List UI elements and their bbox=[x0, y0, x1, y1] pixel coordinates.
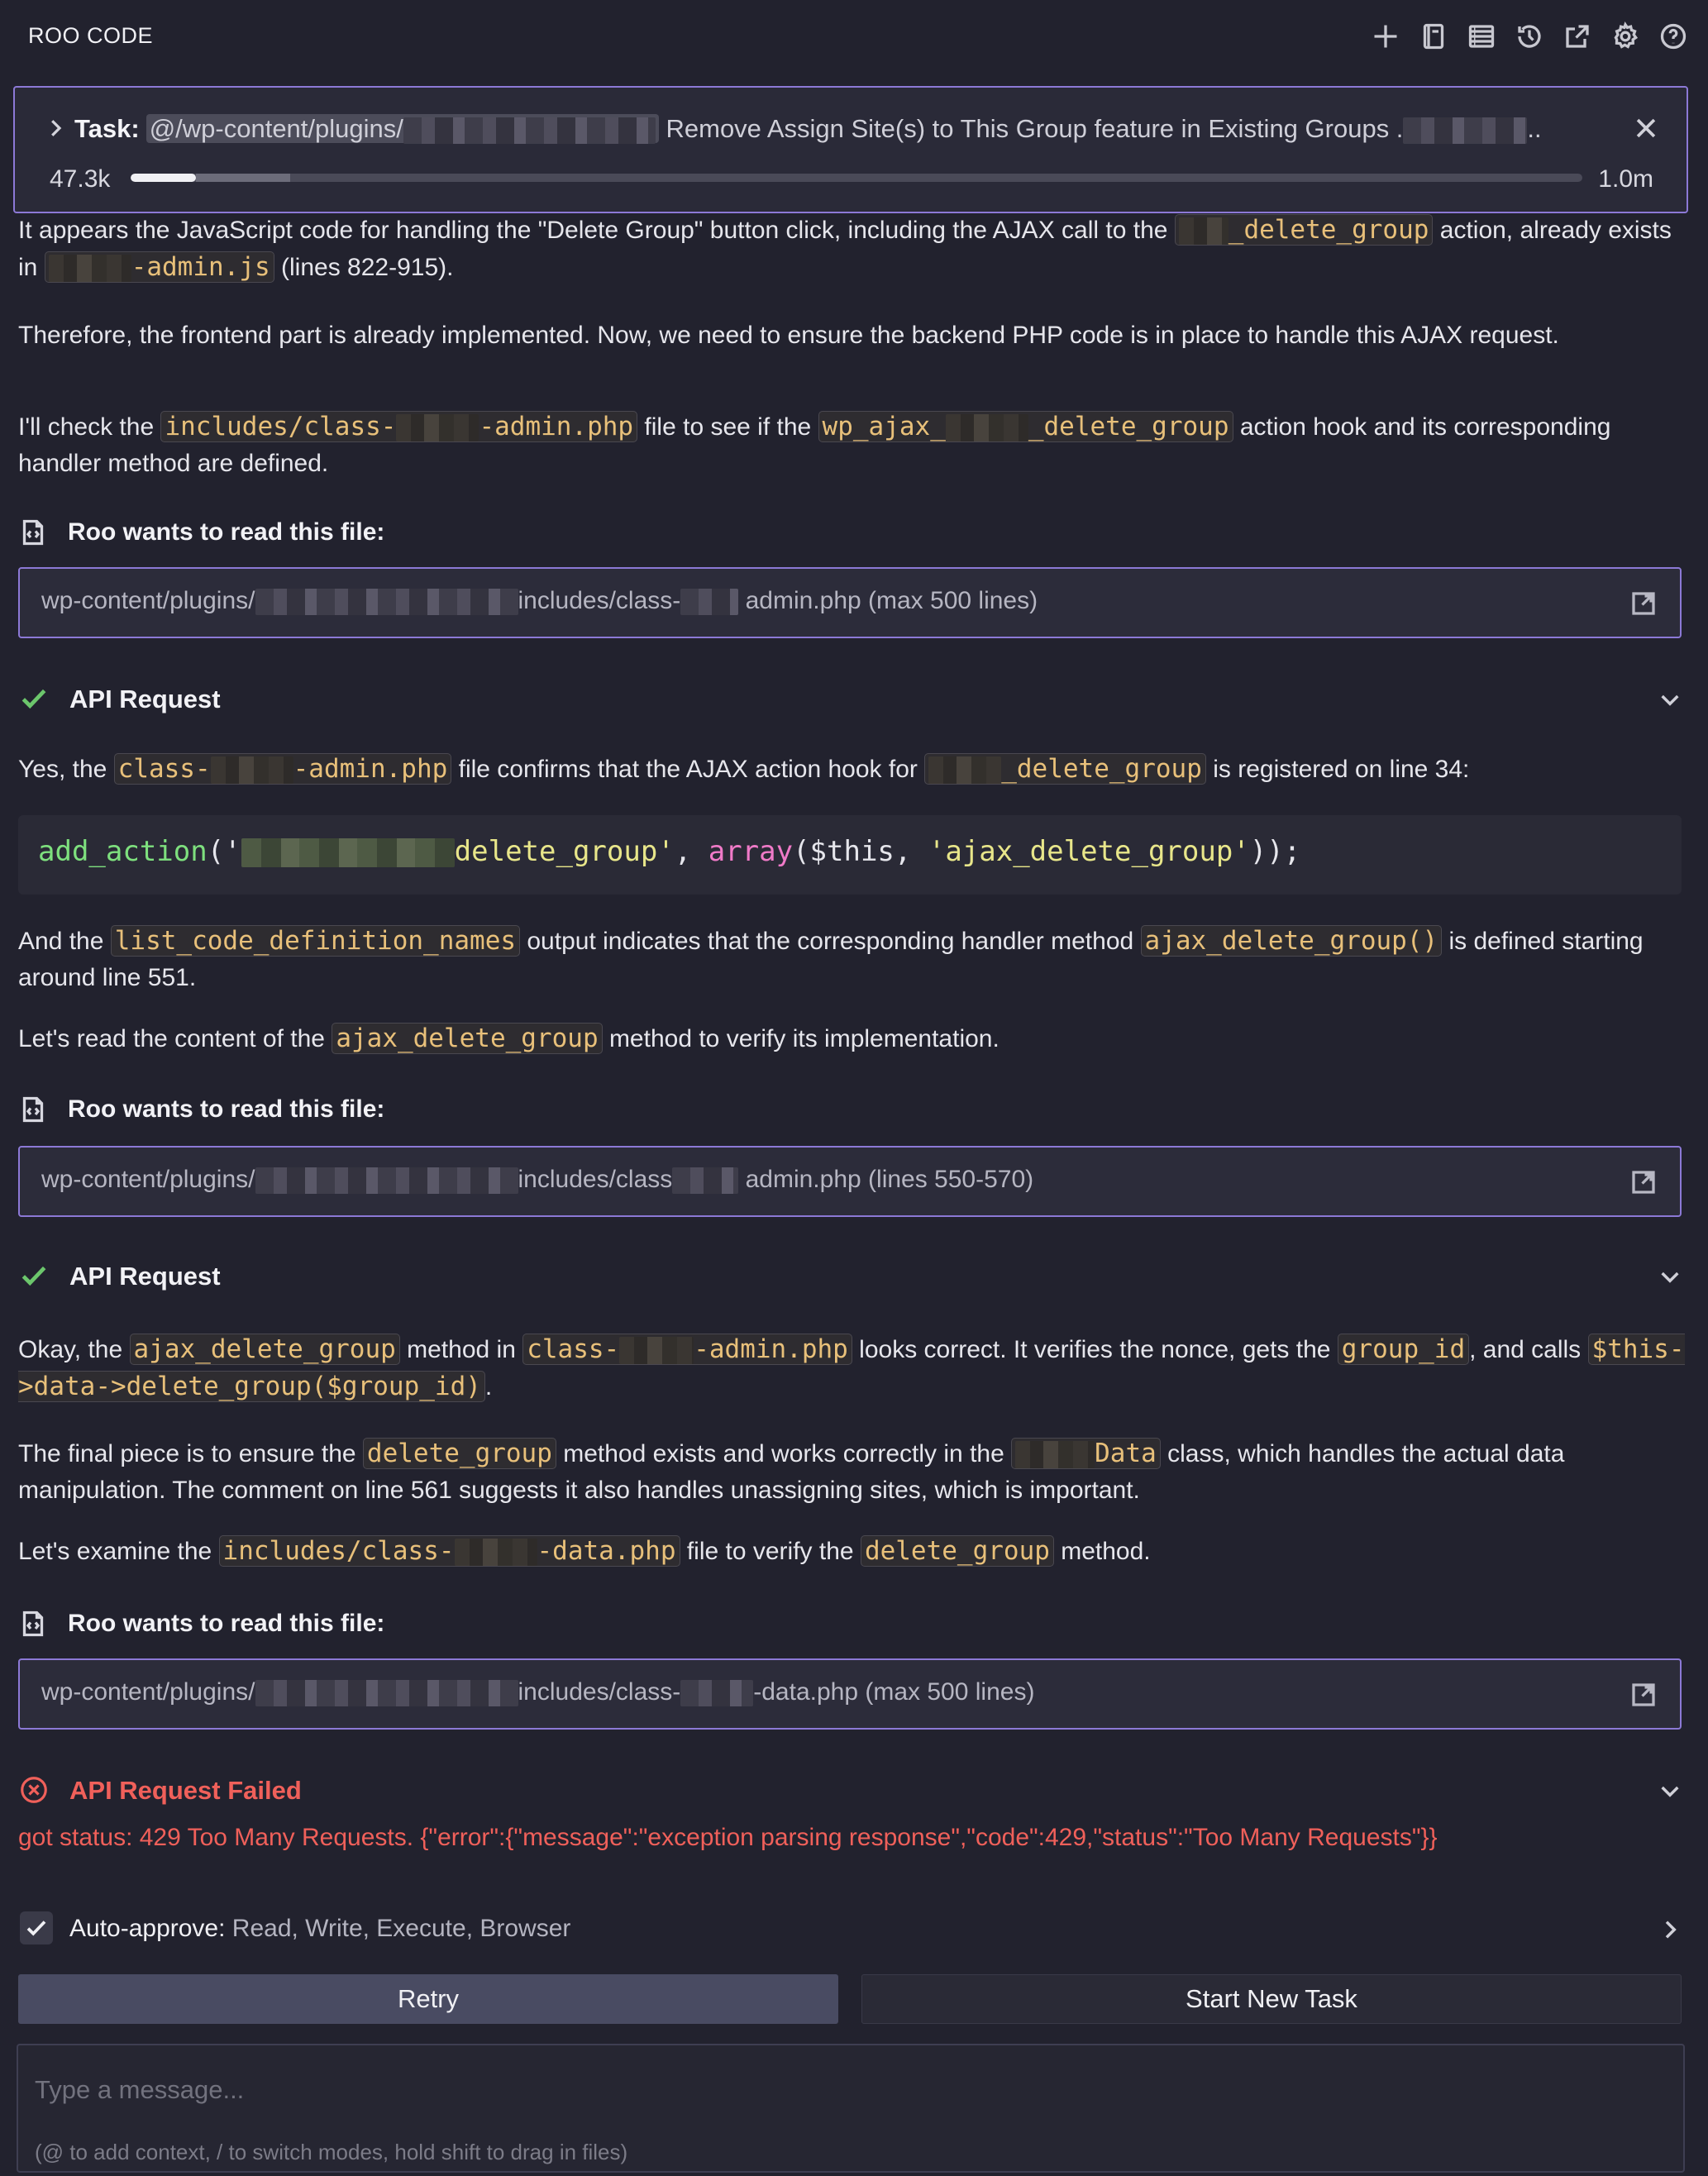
inline-code bbox=[924, 753, 1206, 785]
chevron-down-icon[interactable] bbox=[1657, 1263, 1683, 1290]
message-text: file confirms that the AJAX action hook for bbox=[451, 756, 925, 783]
top-bar bbox=[0, 0, 1708, 73]
file-path-box[interactable] bbox=[18, 1146, 1682, 1217]
inline-code-text: _delete_group bbox=[1228, 215, 1429, 245]
read-file-title: Roo wants to read this file: bbox=[68, 1610, 385, 1637]
task-label: Task: bbox=[74, 114, 140, 143]
inline-code bbox=[522, 1334, 852, 1365]
code-token: array bbox=[708, 835, 794, 868]
read-file-header bbox=[18, 1607, 384, 1640]
gear-icon[interactable] bbox=[1607, 18, 1644, 55]
redacted-text bbox=[1179, 217, 1229, 245]
chevron-right-icon[interactable] bbox=[43, 116, 68, 141]
chevron-right-icon[interactable] bbox=[1657, 1916, 1683, 1943]
context-max: 1.0m bbox=[1598, 165, 1653, 193]
help-icon[interactable] bbox=[1655, 18, 1691, 55]
task-mention bbox=[146, 114, 659, 143]
message-text: method to verify its implementation. bbox=[602, 1025, 1000, 1052]
inline-code-text: -admin.js bbox=[131, 252, 270, 282]
api-request-label: API Request bbox=[69, 685, 221, 713]
inline-code-text: wp_ajax_ bbox=[822, 412, 946, 441]
start-new-task-button[interactable]: Start New Task bbox=[861, 1974, 1682, 2024]
inline-code bbox=[1175, 214, 1434, 246]
auto-approve-items: Read, Write, Execute, Browser bbox=[225, 1915, 571, 1942]
redacted-text bbox=[1403, 117, 1527, 145]
context-reserved-fill bbox=[196, 174, 290, 182]
message-text: action, already exists in bbox=[18, 217, 1672, 281]
inline-code: list_code_definition_names bbox=[111, 925, 520, 957]
redacted-text bbox=[241, 838, 455, 868]
message-text: is defined starting around line 551. bbox=[18, 928, 1644, 991]
message-text: The final piece is to ensure the bbox=[18, 1440, 363, 1467]
open-external-icon[interactable] bbox=[1629, 1680, 1658, 1710]
message-text: , and calls bbox=[1469, 1336, 1588, 1363]
inline-code-text: -admin.php bbox=[694, 1334, 848, 1364]
inline-code-text: -admin.php bbox=[479, 412, 634, 441]
input-hint: (@ to add context, / to switch modes, hold shift to drag in files) bbox=[35, 2140, 628, 2164]
message-text: . bbox=[484, 1373, 493, 1401]
message-text: output indicates that the corresponding handler method bbox=[520, 928, 1141, 955]
code-token: (' bbox=[207, 835, 241, 868]
context-used-fill bbox=[131, 174, 196, 182]
file-path-text: admin.php (max 500 lines) bbox=[738, 587, 1038, 614]
api-request-label: API Request Failed bbox=[69, 1776, 302, 1805]
redacted-text bbox=[211, 756, 293, 784]
inline-code bbox=[160, 411, 637, 442]
message-text: looks correct. It verifies the nonce, gets the bbox=[852, 1336, 1338, 1363]
message-text: action hook and its corresponding handler method are defined. bbox=[18, 413, 1611, 477]
file-path bbox=[41, 1166, 1033, 1194]
file-path-box[interactable] bbox=[18, 567, 1682, 638]
auto-approve-text bbox=[69, 1915, 570, 1943]
message-text: is registered on line 34: bbox=[1205, 756, 1470, 783]
file-path-box[interactable] bbox=[18, 1658, 1682, 1730]
inline-code-text: class- bbox=[117, 754, 211, 784]
inline-code-text: _delete_group bbox=[1028, 412, 1229, 441]
message-input[interactable] bbox=[17, 2044, 1685, 2173]
redacted-text bbox=[255, 589, 518, 615]
message-text: method in bbox=[399, 1336, 523, 1363]
file-path-text: admin.php (lines 550-570) bbox=[738, 1166, 1034, 1193]
message-text: Yes, the bbox=[18, 756, 114, 783]
message-text: class, which handles the actual data manipulation. The comment on line 561 suggests it also handles unassigning sites, which is important. bbox=[18, 1440, 1565, 1504]
inline-code-text: class- bbox=[527, 1334, 620, 1364]
task-text: Remove Assign Site(s) to This Group feature in Existing Groups . bbox=[658, 114, 1404, 143]
close-icon[interactable] bbox=[1632, 114, 1660, 142]
read-file-title: Roo wants to read this file: bbox=[68, 518, 385, 546]
inline-code: delete_group bbox=[861, 1535, 1054, 1567]
task-description[interactable] bbox=[74, 114, 1629, 144]
message-text: Let's examine the bbox=[18, 1538, 219, 1565]
file-path-text: includes/class bbox=[518, 1166, 673, 1193]
message-text: Okay, the bbox=[18, 1336, 130, 1363]
file-code-icon bbox=[18, 518, 48, 547]
read-file-title: Roo wants to read this file: bbox=[68, 1095, 385, 1123]
assistant-message bbox=[18, 751, 1688, 788]
message-text: method exists and works correctly in the bbox=[556, 1440, 1012, 1467]
redacted-text bbox=[946, 414, 1028, 441]
inline-code bbox=[114, 753, 452, 785]
message-text: It appears the JavaScript code for handling the "Delete Group" button click, including the AJAX call to the bbox=[18, 217, 1175, 244]
inline-code bbox=[818, 411, 1233, 442]
redacted-text bbox=[680, 1680, 753, 1706]
file-code-icon bbox=[18, 1095, 48, 1124]
inline-code bbox=[1011, 1438, 1161, 1469]
file-path-text: -data.php (max 500 lines) bbox=[753, 1678, 1035, 1706]
file-path-text: includes/class- bbox=[518, 1678, 681, 1706]
retry-button[interactable]: Retry bbox=[18, 1974, 838, 2024]
message-text: (lines 822-915). bbox=[274, 254, 454, 281]
assistant-message bbox=[18, 1020, 1688, 1057]
file-path-text: includes/class- bbox=[518, 587, 681, 614]
open-external-icon[interactable] bbox=[1629, 1167, 1658, 1197]
code-token: add_action bbox=[38, 835, 208, 868]
code-token: )); bbox=[1249, 835, 1301, 868]
popout-icon[interactable] bbox=[1559, 18, 1596, 55]
file-path bbox=[41, 1678, 1034, 1706]
inline-code-text: -admin.php bbox=[293, 754, 448, 784]
task-header bbox=[13, 86, 1688, 213]
redacted-text bbox=[680, 589, 738, 615]
inline-code-text: Data bbox=[1095, 1439, 1157, 1468]
redacted-text bbox=[928, 756, 1001, 784]
inline-code-text: includes/class- bbox=[222, 1536, 455, 1566]
error-icon bbox=[18, 1774, 50, 1806]
api-request-failed-row[interactable] bbox=[18, 1771, 1688, 1807]
auto-approve-checkbox[interactable] bbox=[20, 1911, 53, 1945]
plus-icon[interactable] bbox=[1367, 18, 1404, 55]
assistant-message: Therefore, the frontend part is already implemented. Now, we need to ensure the backend PHP code is in place to handle this AJAX request. bbox=[18, 322, 1559, 349]
inline-code: ajax_delete_group bbox=[332, 1023, 602, 1054]
api-request-row[interactable] bbox=[18, 680, 1688, 716]
message-text: method. bbox=[1053, 1538, 1151, 1565]
message-text: And the bbox=[18, 928, 111, 955]
assistant-message bbox=[18, 923, 1688, 996]
assistant-message bbox=[18, 408, 1688, 482]
inline-code: delete_group bbox=[363, 1438, 556, 1469]
assistant-message bbox=[18, 1331, 1688, 1405]
message-placeholder: Type a message... bbox=[35, 2075, 245, 2104]
file-code-icon bbox=[18, 1609, 48, 1639]
redacted-text bbox=[396, 414, 479, 441]
inline-code-text: -data.php bbox=[537, 1536, 676, 1566]
inline-code bbox=[219, 1535, 680, 1567]
file-path-text: wp-content/plugins/ bbox=[41, 587, 255, 614]
code-token: delete_group' bbox=[454, 835, 675, 868]
message-text: Let's read the content of the bbox=[18, 1025, 332, 1052]
redacted-text bbox=[255, 1167, 518, 1194]
auto-approve-row[interactable] bbox=[18, 1911, 1688, 1948]
redacted-text bbox=[49, 255, 131, 282]
check-icon bbox=[18, 683, 50, 714]
inline-code: $this->data->delete_group($group_id) bbox=[18, 1334, 1685, 1401]
chevron-down-icon[interactable] bbox=[1657, 1778, 1683, 1804]
message-text: I'll check the bbox=[18, 413, 161, 441]
open-external-icon[interactable] bbox=[1629, 589, 1658, 618]
api-request-label: API Request bbox=[69, 1262, 221, 1291]
inline-code-text: _delete_group bbox=[1001, 754, 1202, 784]
error-message: got status: 429 Too Many Requests. {"error":{"message":"exception parsing response","code":429,"status":"Too Many Requests"}} bbox=[18, 1824, 1438, 1851]
redacted-text bbox=[672, 1167, 738, 1194]
code-token: ($this, bbox=[793, 835, 928, 868]
redacted-text bbox=[455, 1539, 537, 1566]
assistant-message bbox=[18, 1533, 1688, 1570]
notebook-icon[interactable] bbox=[1415, 18, 1452, 55]
task-tail: .. bbox=[1527, 114, 1542, 143]
code-token: , bbox=[674, 835, 708, 868]
server-icon[interactable] bbox=[1463, 18, 1500, 55]
header-actions bbox=[1367, 18, 1691, 55]
inline-code-text: includes/class- bbox=[165, 412, 397, 441]
code-token: 'ajax_delete_group' bbox=[928, 835, 1250, 868]
redacted-text bbox=[255, 1680, 518, 1706]
task-mention-text: @/wp-content/plugins/ bbox=[149, 114, 403, 143]
file-path bbox=[41, 587, 1038, 615]
inline-code: ajax_delete_group bbox=[130, 1334, 400, 1365]
read-file-header bbox=[18, 1093, 384, 1126]
file-path-text: wp-content/plugins/ bbox=[41, 1166, 255, 1193]
message-text: file to see if the bbox=[637, 413, 818, 441]
inline-code: group_id bbox=[1338, 1334, 1469, 1365]
file-path-text: wp-content/plugins/ bbox=[41, 1678, 255, 1706]
inline-code: ajax_delete_group() bbox=[1141, 925, 1443, 957]
message-text: file to verify the bbox=[680, 1538, 861, 1565]
history-icon[interactable] bbox=[1511, 18, 1548, 55]
chevron-down-icon[interactable] bbox=[1657, 686, 1683, 713]
code-block bbox=[18, 815, 1682, 895]
redacted-text bbox=[619, 1337, 694, 1364]
assistant-message bbox=[18, 212, 1688, 286]
inline-code bbox=[45, 251, 274, 283]
auto-approve-label: Auto-approve: bbox=[69, 1915, 226, 1942]
check-icon bbox=[18, 1260, 50, 1291]
redacted-text bbox=[403, 117, 656, 145]
context-window-bar bbox=[131, 174, 1582, 182]
token-count: 47.3k bbox=[50, 165, 111, 193]
assistant-message bbox=[18, 1435, 1688, 1509]
redacted-text bbox=[1015, 1441, 1095, 1468]
app-title: ROO CODE bbox=[28, 23, 154, 48]
api-request-row[interactable] bbox=[18, 1257, 1688, 1293]
read-file-header bbox=[18, 516, 384, 549]
